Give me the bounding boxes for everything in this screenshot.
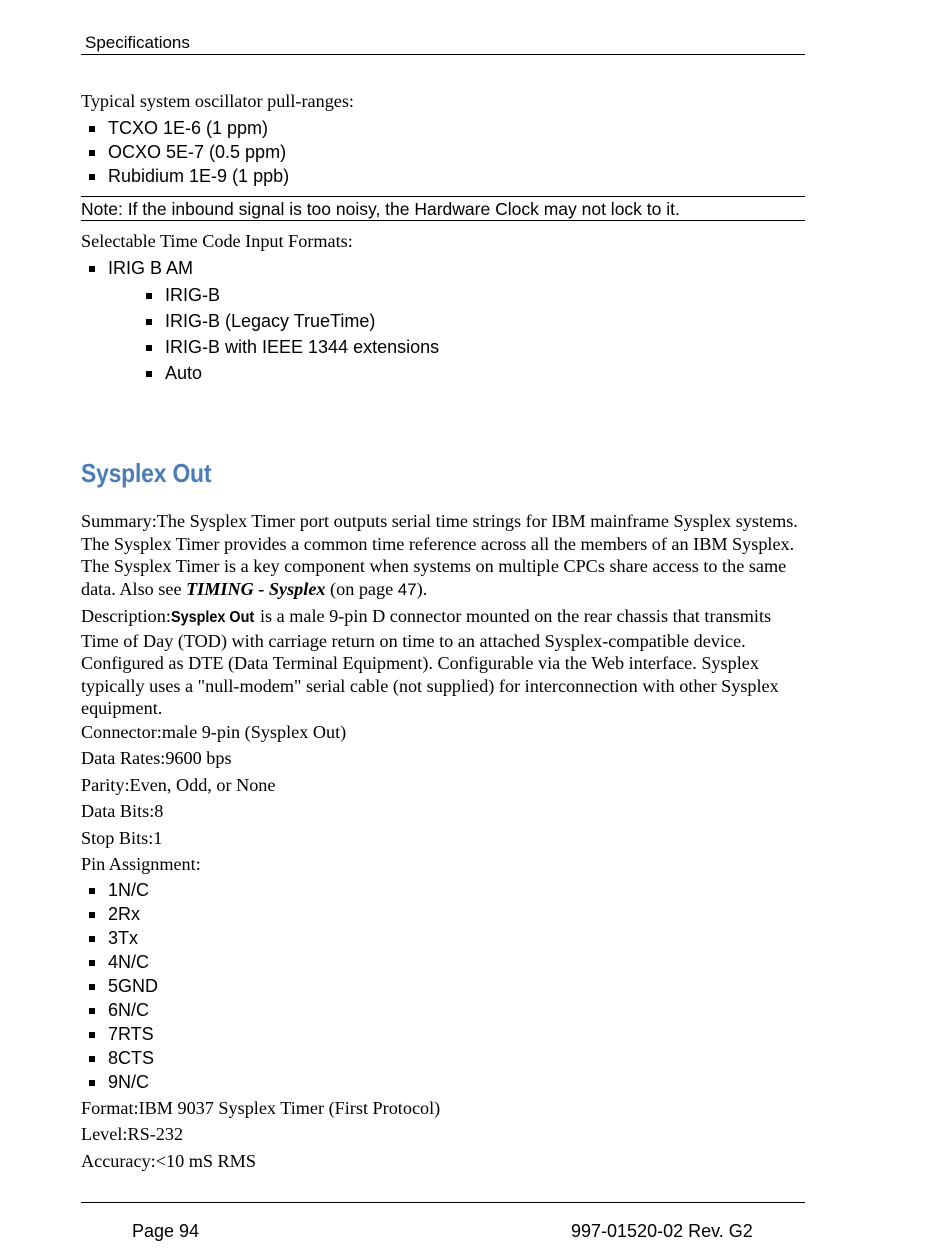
bullet-icon: [89, 1080, 95, 1086]
bullet-icon: [89, 936, 95, 942]
note-rule-bottom: [81, 220, 805, 221]
section-title: Sysplex Out: [81, 458, 212, 488]
description-paragraph: Description:Sysplex Out is a male 9-pin D connector mounted on the rear chassis that transmits Time of Day (TOD) with carriage return on time to an attached Sysplex-compatible device. Configured as DTE (Data Terminal Equipment). Configurable via the Web interface. Sysplex typically uses a "null-modem" serial cable (not supplied) for interconnection with other Sysplex equipment.: [81, 606, 779, 719]
time-code-intro: Selectable Time Code Input Formats:: [81, 231, 353, 251]
footer-rule: [81, 1202, 805, 1203]
cross-reference-link[interactable]: TIMING - Sysplex: [186, 578, 326, 599]
bullet-icon: [146, 319, 152, 325]
running-header: Specifications: [85, 33, 190, 52]
spec-parity: Parity:Even, Odd, or None: [81, 775, 276, 795]
page-number: Page 94: [132, 1221, 200, 1241]
document-number: 997-01520-02 Rev. G2: [571, 1221, 753, 1241]
spec-stop-bits: Stop Bits:1: [81, 828, 163, 848]
bullet-icon: [89, 960, 95, 966]
page-reference[interactable]: 47: [397, 579, 417, 599]
note-rule-top: [81, 196, 805, 197]
spec-connector: Connector:male 9-pin (Sysplex Out): [81, 722, 347, 742]
bullet-icon: [89, 888, 95, 894]
spec-format: Format:IBM 9037 Sysplex Timer (First Protocol): [81, 1098, 441, 1118]
bullet-icon: [89, 174, 95, 180]
spec-level: Level:RS-232: [81, 1124, 184, 1144]
bold-term: Sysplex Out: [170, 609, 255, 626]
bullet-icon: [89, 126, 95, 132]
bullet-icon: [89, 1008, 95, 1014]
bullet-icon: [146, 345, 152, 351]
note-text: Note: If the inbound signal is too noisy, the Hardware Clock may not lock to it.: [81, 199, 680, 219]
bullet-icon: [89, 984, 95, 990]
pin-assignment-intro: Pin Assignment:: [81, 854, 201, 874]
bullet-icon: [89, 912, 95, 918]
spec-data-bits: Data Bits:8: [81, 801, 164, 821]
spec-data-rates: Data Rates:9600 bps: [81, 748, 232, 768]
header-rule: [81, 54, 805, 55]
document-page: Specifications Typical system oscillator pull-ranges: TCXO 1E-6 (1 ppm) OCXO 5E-7 (0.5 ppm) Rubidium 1E-9 (1 ppb) Note: If the inbound signal is too noisy, the Hardware Clock may not lock to it. Selectable Time Code Input Formats: IRIG B AM IRIG-B IRIG-B (Legacy TrueTime) IRIG-B with IEEE 1344 extensions Auto Sysplex Out Summary:The Sysplex Timer port outputs serial time strings for IBM mainframe Sysplex systems. The Sysplex Timer provides a common time reference across all the members of an IBM Sysplex. The Sysplex Timer is a key component when systems on multiple CPCs share access to the same data. Also see TIMING - Sysplex (on page 47). Description:Sysplex Out is a male 9-pin D connector mounted on the rear chassis that transmits Time of Day (TOD) with carriage return on time to an attached Sysplex-compatible device. Configured as DTE (Data Terminal Equipment). Configurable via the Web interface. Sysplex typically uses a "null-modem" serial cable (not supplied) for interconnection with other Sysplex equipment. Connector:male 9-pin (Sysplex Out) Data Rates:9600 bps Parity:Even, Odd, or None Data Bits:8 Stop Bits:1 Pin Assignment: 1N/C 2Rx 3Tx 4N/C 5GND 6N/C 7RTS 8CTS 9N/C Format:IBM 9037 Sysplex Timer (First Protocol) Level:RS-232 Accuracy:<10 mS RMS Page 94 997-01520-02 Rev. G2: [0, 0, 950, 1254]
bullet-icon: [89, 150, 95, 156]
bullet-icon: [89, 266, 95, 272]
spec-accuracy: Accuracy:<10 mS RMS: [81, 1151, 256, 1171]
bullet-icon: [89, 1032, 95, 1038]
bullet-icon: [89, 1056, 95, 1062]
summary-paragraph: Summary:The Sysplex Timer port outputs serial time strings for IBM mainframe Sysplex systems. The Sysplex Timer provides a common time reference across all the members of an IBM Sysplex. The Sysplex Timer is a key component when systems on multiple CPCs share access to the same data. Also see TIMING - Sysplex (on page 47).: [81, 511, 798, 599]
bullet-icon: [146, 371, 152, 377]
pull-range-intro: Typical system oscillator pull-ranges:: [81, 91, 354, 111]
bullet-icon: [146, 293, 152, 299]
